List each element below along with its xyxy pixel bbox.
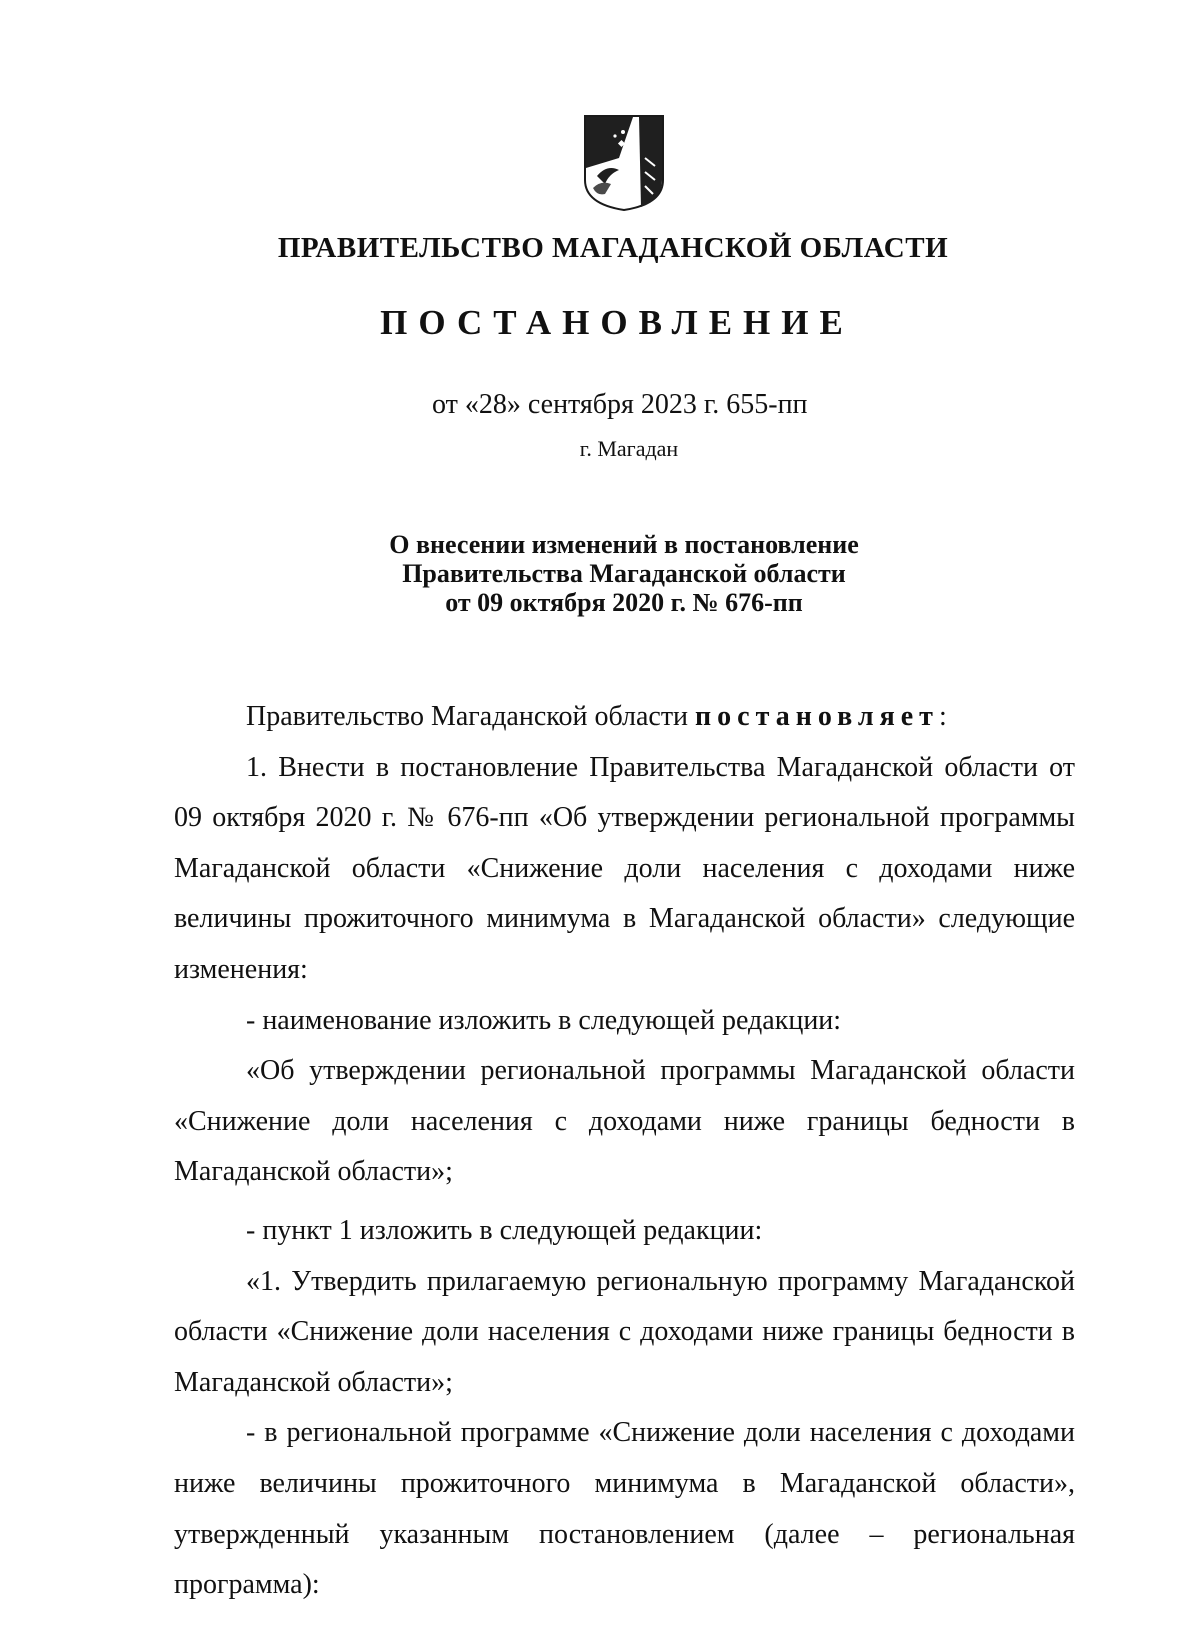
- paragraph: 1. Внести в постановление Правительства Магаданской области от 09 октября 2020 г. № 676-пп «Об утверждении региональной программы Магаданской области «Снижение доли населения с доходами ниже величины прожиточного минимума в Магаданской области» следующие изменения:: [174, 751, 1075, 985]
- document-date: от «28» сентября 2023 г. 655-пп: [432, 389, 808, 420]
- paragraph: «1. Утвердить прилагаемую региональную программу Магаданской области «Снижение доли населения с доходами ниже границы бедности в Магаданской области»;: [174, 1265, 1075, 1398]
- organization-title: ПРАВИТЕЛЬСТВО МАГАДАНСКОЙ ОБЛАСТИ: [277, 232, 949, 264]
- subject-line: Правительства Магаданской области: [402, 559, 846, 588]
- coat-of-arms-icon: [583, 114, 665, 212]
- subject-line: от 09 октября 2020 г. № 676-пп: [445, 588, 803, 617]
- subject-line: О внесении изменений в постановление: [389, 530, 859, 559]
- paragraph: - в региональной программе «Снижение доли населения с доходами ниже величины прожиточного минимума в Магаданской области», утвержденный указанным постановлением (далее – региональная программа):: [174, 1417, 1075, 1601]
- paragraph: «Об утверждении региональной программы Магаданской области «Снижение доли населения с доходами ниже границы бедности в Магаданской области»;: [174, 1055, 1075, 1188]
- paragraph: - наименование изложить в следующей редакции:: [246, 1004, 842, 1036]
- document-city: г. Магадан: [579, 436, 679, 461]
- intro-verb: постановляет: [695, 701, 939, 732]
- document-subject: [0, 530, 1200, 617]
- intro-paragraph: [174, 692, 1075, 743]
- document-body: [174, 692, 1075, 1611]
- intro-suffix: :: [938, 701, 947, 732]
- document-type: ПОСТАНОВЛЕНИЕ: [380, 303, 854, 342]
- intro-prefix: Правительство Магаданской области: [246, 701, 696, 732]
- paragraph: - пункт 1 изложить в следующей редакции:: [246, 1214, 763, 1246]
